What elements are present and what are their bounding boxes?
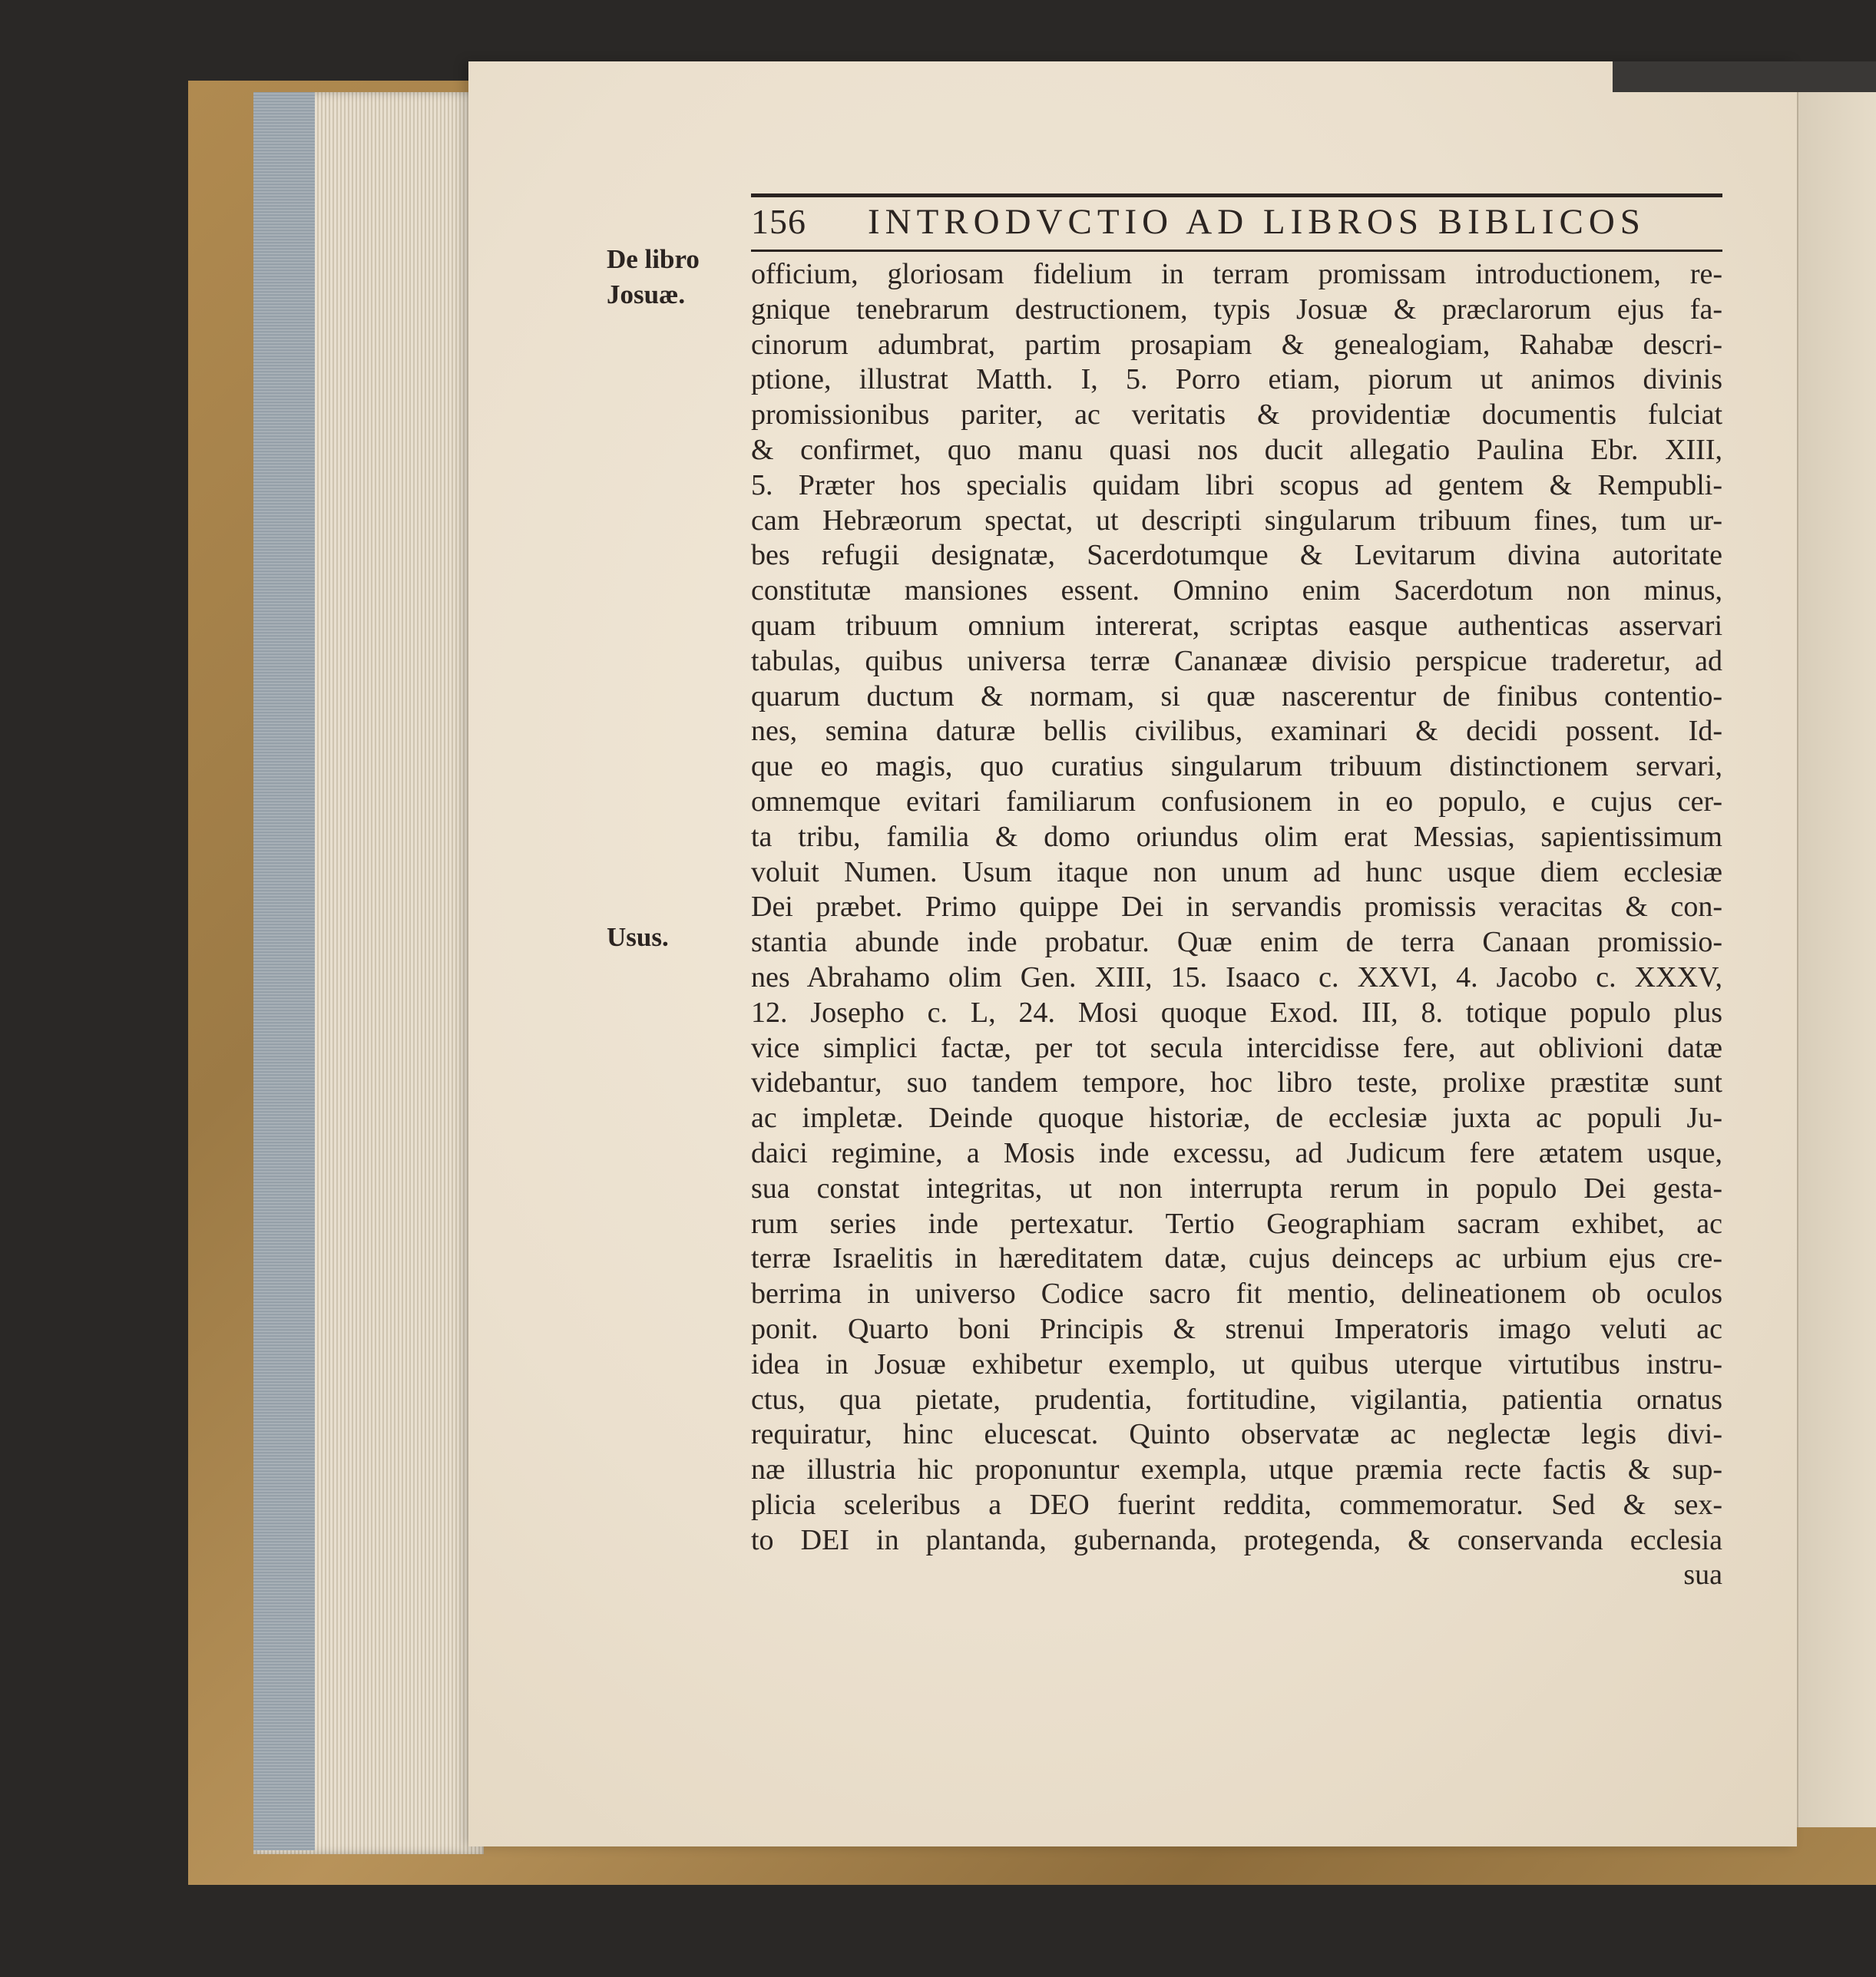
body-text xyxy=(751,257,1722,1593)
text-line: bes refugii designatæ, Sacerdotumque & Levitarum divina autoritate xyxy=(751,539,1722,572)
text-line: sua constat integritas, ut non interrupta rerum in populo Dei gesta- xyxy=(751,1172,1722,1205)
running-header xyxy=(751,201,1722,247)
text-line: nes Abrahamo olim Gen. XIII, 15. Isaaco c. XXVI, 4. Jacobo c. XXXV, xyxy=(751,960,1722,993)
text-line: que eo magis, quo curatius singularum tribuum distinctionem servari, xyxy=(751,750,1722,783)
text-line: & confirmet, quo manu quasi nos ducit allegatio Paulina Ebr. XIII, xyxy=(751,433,1722,466)
text-line: tabulas, quibus universa terræ Cananææ divisio perspicue traderetur, ad xyxy=(751,644,1722,677)
text-line: ta tribu, familia & domo oriundus olim erat Messias, sapientissimum xyxy=(751,820,1722,853)
text-line: ponit. Quarto boni Principis & strenui Imperatoris imago veluti ac xyxy=(751,1312,1722,1345)
header-rule-top xyxy=(751,193,1722,197)
text-line: ac impletæ. Deinde quoque historiæ, de ecclesiæ juxta ac populi Ju- xyxy=(751,1102,1722,1135)
facing-page-edge xyxy=(1797,77,1876,1827)
text-line: vice simplici factæ, per tot secula intercidisse fere, aut oblivioni datæ xyxy=(751,1031,1722,1064)
running-title: INTRODVCTIO AD LIBROS BIBLICOS xyxy=(868,202,1646,242)
text-line: næ illustria hic proponuntur exempla, utque præmia recte factis & sup- xyxy=(751,1453,1722,1486)
text-line: omnemque evitari familiarum confusionem in eo populo, e cujus cer- xyxy=(751,785,1722,818)
text-line: berrima in universo Codice sacro fit mentio, delineationem ob oculos xyxy=(751,1278,1722,1311)
text-line: videbantur, suo tandem tempore, hoc libro teste, prolixe præstitæ sunt xyxy=(751,1066,1722,1099)
text-line: cinorum adumbrat, partim prosapiam & genealogiam, Rahabæ descri- xyxy=(751,328,1722,361)
text-line: promissionibus pariter, ac veritatis & providentiæ documentis fulciat xyxy=(751,398,1722,431)
margin-note-line: Usus. xyxy=(607,922,669,952)
catchword: sua xyxy=(1683,1559,1722,1592)
margin-note-usus xyxy=(607,920,669,955)
text-line: Dei præbet. Primo quippe Dei in servandis promissis veracitas & con- xyxy=(751,891,1722,924)
header-rule-bottom xyxy=(751,250,1722,252)
text-line: officium, gloriosam fidelium in terram promissam introductionem, re- xyxy=(751,258,1722,290)
text-line: stantia abunde inde probatur. Quæ enim de terra Canaan promissio- xyxy=(751,926,1722,959)
text-line: cam Hebræorum spectat, ut descripti singularum tribuum fines, tum ur- xyxy=(751,504,1722,537)
text-line: voluit Numen. Usum itaque non unum ad hunc usque diem ecclesiæ xyxy=(751,855,1722,888)
text-line: requiratur, hinc elucescat. Quinto observatæ ac neglectæ legis divi- xyxy=(751,1418,1722,1451)
text-line: ptione, illustrat Matth. I, 5. Porro etiam, piorum ut animos divinis xyxy=(751,363,1722,396)
text-line: constitutæ mansiones essent. Omnino enim Sacerdotum non minus, xyxy=(751,574,1722,607)
text-line: plicia sceleribus a DEO fuerint reddita, commemoratur. Sed & sex- xyxy=(751,1488,1722,1521)
margin-note-line: De libro xyxy=(607,244,700,274)
text-line: terræ Israelitis in hæreditatem datæ, cujus deinceps ac urbium ejus cre- xyxy=(751,1242,1722,1275)
text-line: to DEI in plantanda, gubernanda, protegenda, & conservanda ecclesia xyxy=(751,1523,1722,1556)
text-line: ctus, qua pietate, prudentia, fortitudine, vigilantia, patientia ornatus xyxy=(751,1383,1722,1416)
text-line: idea in Josuæ exhibetur exemplo, ut quibus uterque virtutibus instru- xyxy=(751,1347,1722,1380)
text-line: nes, semina daturæ bellis civilibus, examinari & decidi possent. Id- xyxy=(751,715,1722,748)
text-line: quarum ductum & normam, si quæ nascerentur de finibus contentio- xyxy=(751,679,1722,712)
text-line: 5. Præter hos specialis quidam libri scopus ad gentem & Rempubli- xyxy=(751,468,1722,501)
text-line: 12. Josepho c. L, 24. Mosi quoque Exod. III, 8. totique populo plus xyxy=(751,996,1722,1029)
fore-edge xyxy=(253,92,315,1850)
top-strip xyxy=(1613,61,1876,92)
text-line: gnique tenebrarum destructionem, typis Josuæ & præclarorum ejus fa- xyxy=(751,293,1722,326)
text-line: rum series inde pertexatur. Tertio Geographiam sacram exhibet, ac xyxy=(751,1207,1722,1240)
margin-note-de-libro xyxy=(607,242,700,312)
text-line: quam tribuum omnium intererat, scriptas easque authenticas asservari xyxy=(751,609,1722,642)
page-number: 156 xyxy=(751,202,806,241)
margin-note-line: Josuæ. xyxy=(607,279,686,309)
text-line: daici regimine, a Mosis inde excessu, ad Judicum fere ætatem usque, xyxy=(751,1136,1722,1169)
